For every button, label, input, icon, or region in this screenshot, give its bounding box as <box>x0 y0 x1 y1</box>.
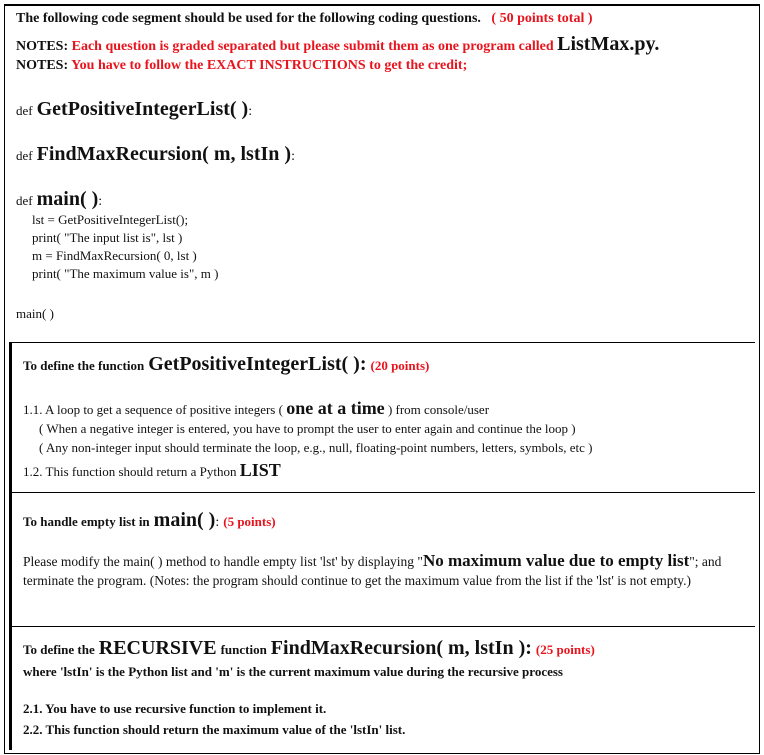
code-line: print( "The maximum value is", m ) <box>32 266 219 281</box>
colon: : <box>248 104 253 119</box>
req-1-1-note-b: ( Any non-integer input should terminate the loop, e.g., null, floating-point numbers, letters, symbols, etc ) <box>39 440 593 455</box>
section1-prefix: To define the function <box>23 358 145 373</box>
code-line: print( "The input list is", lst ) <box>32 230 183 245</box>
colon: : <box>98 194 103 209</box>
func-main: main( ) <box>36 188 99 210</box>
req-2-1: 2.1. You have to use recursive function to implement it. <box>23 701 327 716</box>
req-1-1 <box>23 398 489 419</box>
section3-mid: function <box>220 642 267 657</box>
main-call: main( ) <box>16 306 54 321</box>
code-line: m = FindMaxRecursion( 0, lst ) <box>32 248 197 263</box>
req-text: 1.1. A loop to get a sequence of positive integers ( <box>23 402 283 417</box>
section2-prefix: To handle empty list in <box>23 514 150 529</box>
para-text: "; and terminate the program. (Notes: the program should continue to get the maximum value from the list if the 'lst' is not empty.) <box>23 554 722 588</box>
notes-text-2: You have to follow the EXACT INSTRUCTIONS to get the credit; <box>71 58 468 73</box>
notes-label-2: NOTES: <box>16 58 69 73</box>
section3-heading <box>23 637 595 660</box>
section2-points: (5 points) <box>223 514 276 529</box>
section1-func: GetPositiveIntegerList( ): <box>148 353 367 375</box>
colon: : <box>291 149 295 164</box>
func-get-positive: GetPositiveIntegerList( ) <box>36 98 249 120</box>
code-line: lst = GetPositiveIntegerList(); <box>32 212 189 227</box>
section3-func: FindMaxRecursion( m, lstIn ): <box>270 637 532 659</box>
notes-text-1: Each question is graded separated but please submit them as one program called <box>71 39 554 54</box>
intro-text: The following code segment should be used for the following coding questions. <box>16 11 481 26</box>
notes-label: NOTES: <box>16 39 69 54</box>
intro-line <box>16 11 593 27</box>
section3-prefix: To define the <box>23 642 95 657</box>
req-text: ) from console/user <box>387 402 490 417</box>
def-keyword: def <box>16 193 33 208</box>
section3-points: (25 points) <box>535 642 595 657</box>
section1-heading <box>23 353 429 376</box>
section-empty-list <box>9 492 755 626</box>
req-text: 1.2. This function should return a Python <box>23 464 237 479</box>
para-text: Please modify the main( ) method to handle empty list 'lst' by displaying " <box>23 554 423 569</box>
program-name: ListMax.py. <box>557 33 660 55</box>
def-main <box>16 188 102 211</box>
section-recursive <box>9 626 755 750</box>
func-find-max: FindMaxRecursion( m, lstIn ) <box>36 143 292 165</box>
def-keyword: def <box>16 103 33 118</box>
section2-heading <box>23 509 276 532</box>
def-find-max <box>16 143 295 166</box>
section-get-positive <box>9 342 755 492</box>
notes-line-2 <box>16 58 467 74</box>
def-keyword: def <box>16 148 33 163</box>
section2-func: main( ) <box>153 509 216 531</box>
points-total: ( 50 points total ) <box>491 11 593 26</box>
section2-paragraph <box>23 551 758 590</box>
section1-points: (20 points) <box>370 358 430 373</box>
notes-line-1 <box>16 33 659 56</box>
req-emphasis: one at a time <box>286 398 385 418</box>
section3-recursive: RECURSIVE <box>98 637 217 659</box>
section3-where: where 'lstIn' is the Python list and 'm' is the current maximum value during the recursive process <box>23 664 563 679</box>
req-emphasis: LIST <box>239 460 281 480</box>
req-1-2 <box>23 460 281 481</box>
empty-list-message: No maximum value due to empty list <box>422 551 690 570</box>
def-get-positive <box>16 98 252 121</box>
req-1-1-note-a: ( When a negative integer is entered, you have to prompt the user to enter again and continue the loop ) <box>39 421 576 436</box>
req-2-2: 2.2. This function should return the maximum value of the 'lstIn' list. <box>23 722 406 737</box>
document-frame <box>4 4 760 754</box>
colon: : <box>215 515 220 530</box>
